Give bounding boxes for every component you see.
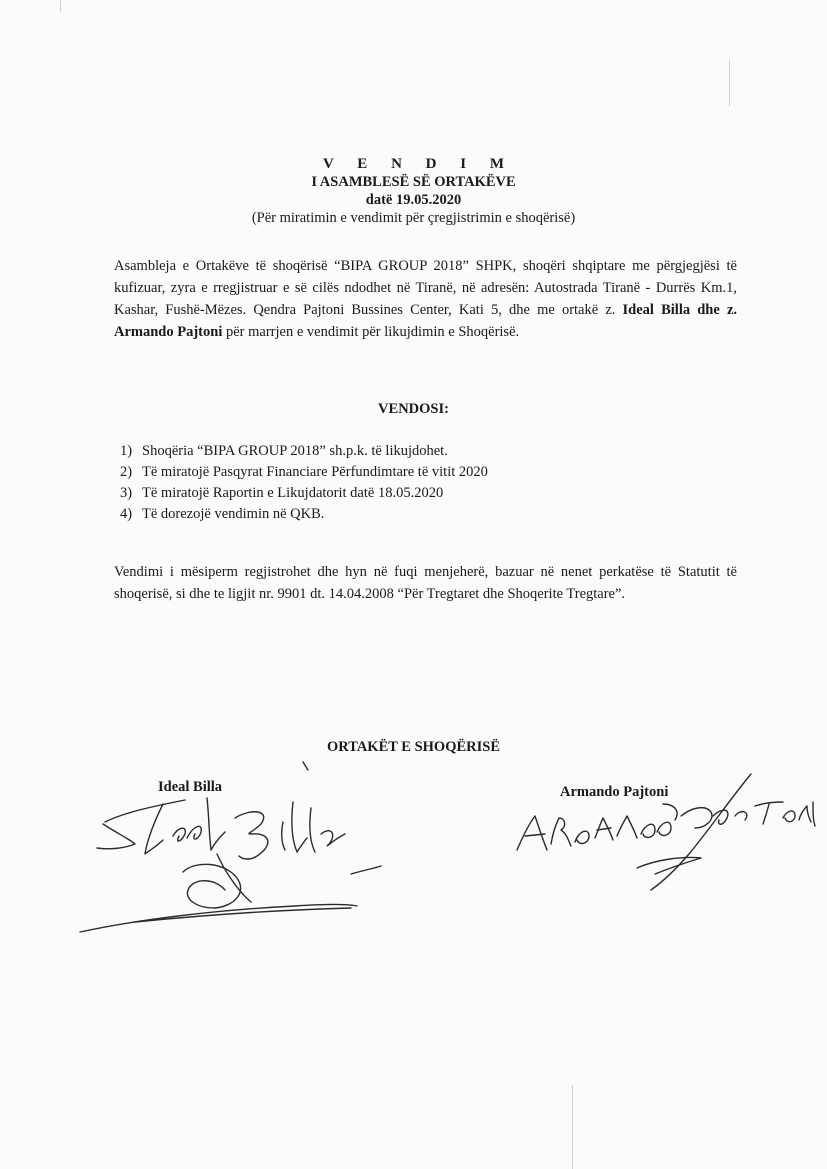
list-item <box>120 441 488 462</box>
list-item-text: Të miratojë Raportin e Likujdatorit datë 18.05.2020 <box>142 485 444 501</box>
list-item-text: Të miratojë Pasqyrat Financiare Përfundimtare të vitit 2020 <box>142 464 488 480</box>
list-item-number: 3) <box>120 485 133 501</box>
list-item <box>120 462 488 483</box>
signer-left-name: Ideal Billa <box>158 779 223 795</box>
document-header <box>0 155 827 227</box>
signer-right-name: Armando Pajtoni <box>560 784 669 800</box>
scan-artifact-line <box>60 0 61 12</box>
document-title: V E N D I M <box>323 156 514 172</box>
signatures-heading: ORTAKËT E SHOQËRISË <box>326 739 500 755</box>
intro-paragraph <box>114 255 737 343</box>
list-item <box>120 483 488 504</box>
closing-paragraph: Vendimi i mësiperm regjistrohet dhe hyn në fuqi menjeherë, bazuar në nenet perkatëse të Statutit të shoqerisë, si dhe te ligjit nr. 9901 dt. 14.04.2008 “Për Tregtaret dhe Shoqerite Tregtare”. <box>114 564 737 602</box>
list-item-number: 2) <box>120 464 133 480</box>
list-item-text: Të dorezojë vendimin në QKB. <box>142 506 325 522</box>
list-item-number: 4) <box>120 506 133 522</box>
list-item <box>120 504 488 525</box>
scan-artifact-line <box>572 1085 573 1169</box>
list-item-text: Shoqëria “BIPA GROUP 2018” sh.p.k. të likujdohet. <box>142 443 448 459</box>
document-purpose: (Për miratimin e vendimit për çregjistrimin e shoqërisë) <box>251 210 576 226</box>
list-item-number: 1) <box>120 443 133 459</box>
decisions-heading: VENDOSI: <box>378 401 449 417</box>
partners-names: Ideal Billa dhe z. Armando Pajtoni <box>114 302 738 340</box>
signature-left-drawing <box>75 760 395 935</box>
intro-text: Asambleja e Ortakëve të shoqërisë “BIPA GROUP 2018” SHPK, shoqëri shqiptare me përgjegjësi të kufizuar, zyra e rregjistruar e së cilës ndodhet në Tiranë, në adresën: Autostrada Tiranë - Durrës Km.1, Kashar, Fushë-Mëzes. Qendra Pajtoni Bussines Center, Kati 5, dhe me ortakë z. <box>114 258 737 318</box>
document-date: datë 19.05.2020 <box>365 192 462 208</box>
scan-artifact-line <box>729 60 730 106</box>
intro-text-end: për marrjen e vendimit për likujdimin e Shoqërisë. <box>222 324 520 340</box>
signature-right-drawing <box>505 772 820 897</box>
decisions-list <box>120 441 488 525</box>
document-subtitle: I ASAMBLESË SË ORTAKËVE <box>311 174 516 190</box>
